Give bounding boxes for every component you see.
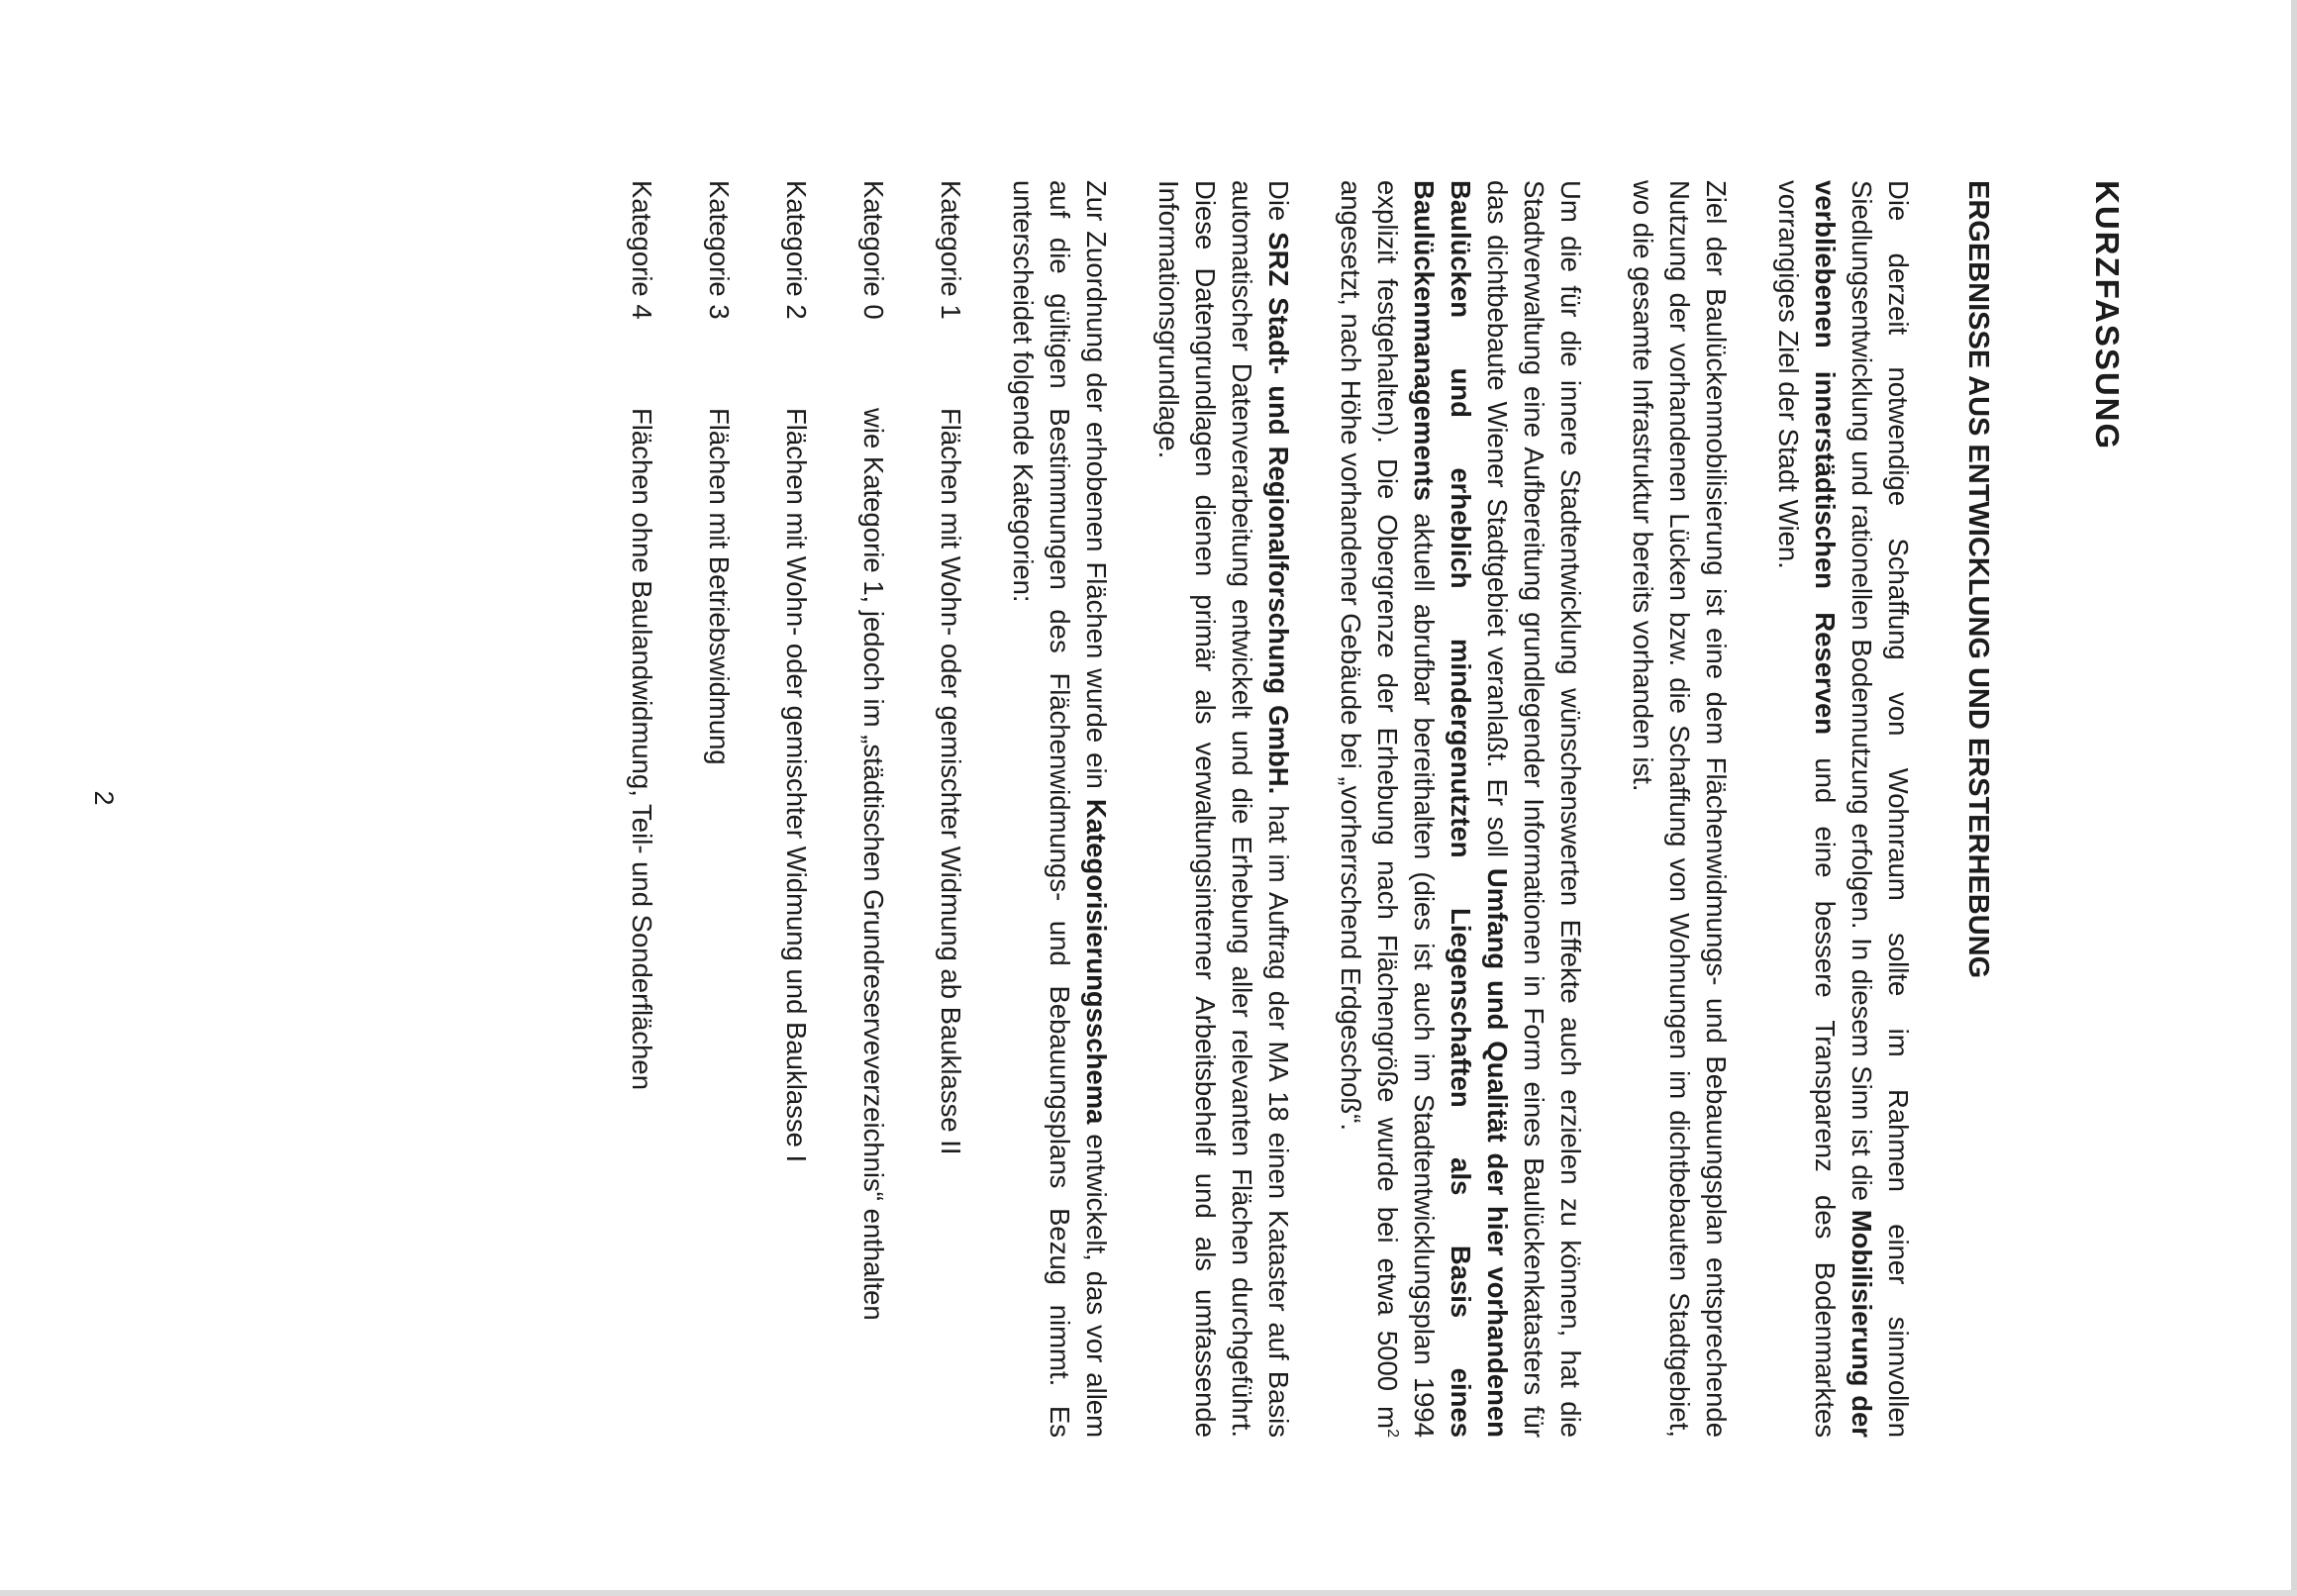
- list-item: [855, 180, 892, 1438]
- category-description: Flächen ohne Baulandwidmung, Teil- und Sonderflächen: [627, 408, 657, 1090]
- paragraph-text: Zur Zuordnung der erhobenen Flächen wurde ein: [1081, 180, 1112, 799]
- category-label: Kategorie 2: [781, 180, 812, 320]
- paragraph-emphasis: Umfang und Qualität der hier vorhandenen Baulücken und erheblich mindergenutzten Liegenschaften als Basis eines Baulückenmanagements: [1409, 180, 1513, 1438]
- paragraph-emphasis: Kategorisierungsschema: [1081, 798, 1112, 1125]
- paragraph-text: Die: [1263, 180, 1294, 233]
- paragraph-emphasis: Mobilisierung der verbliebenen innerstädtischen Reserven: [1810, 180, 1877, 1439]
- category-label: Kategorie 0: [858, 180, 889, 320]
- paragraph-text: angesetzt, nach Höhe vorhandener Gebäude bei „vorherrschend Erdgeschoß“.: [1336, 180, 1366, 1132]
- page-content: [583, 180, 2127, 1438]
- paragraph-text: entwickelt, das vor allem auf die gültigen Bestimmungen des Flächenwidmungs- und Bebauungsplans Bezug nimmt. Es unterscheidet folgende Kategorien:: [1008, 180, 1112, 1439]
- category-description: wie Kategorie 1, jedoch im „städtischen Grundreserveverzeichnis“ enthalten: [858, 408, 889, 1321]
- list-item: [701, 180, 738, 1438]
- paragraph-emphasis: SRZ Stadt- und Regionalforschung GmbH.: [1263, 232, 1294, 795]
- paragraph-text: hat im Auftrag der MA 18 einen Kataster auf Basis automatischer Datenverarbeitung entwickelt und die Erhebung aller relevanten Flächen durchgeführt. Diese Datengrundlagen dienen primär als verwaltungsinterner Arbeitsbehelf und als umfassende Informationsgrundlage.: [1153, 180, 1294, 1438]
- category-label: Kategorie 4: [627, 180, 657, 320]
- list-item: [933, 180, 969, 1438]
- paragraph-text: aktuell abrufbar bereithalten (dies ist auch im Stadtentwicklungsplan 1994 explizit festgehalten). Die Obergrenze der Erhebung nach Flächengröße wurde bei etwa 5000 m: [1372, 180, 1440, 1438]
- category-label: Kategorie 1: [936, 180, 966, 320]
- category-description: Flächen mit Wohn- oder gemischter Widmung ab Bauklasse II: [936, 408, 966, 1155]
- superscript: 2: [1384, 1429, 1402, 1438]
- paragraph-schema: [1005, 180, 1115, 1438]
- paragraph-srz: [1150, 180, 1297, 1438]
- paragraph-cadastre: [1333, 180, 1589, 1438]
- paragraph-text: Um die für die innere Stadtentwicklung wünschenswerten Effekte auch erzielen zu können, hat die Stadtverwaltung eine Aufbereitung grundlegender Informationen in Form eines Baulückenkatasters für das dichtbebaute Wiener Stadtgebiet veranlaßt. Er soll: [1482, 180, 1586, 1438]
- category-description: Flächen mit Betriebswidmung: [704, 408, 735, 765]
- paragraph-text: Ziel der Baulückenmobilisierung ist eine dem Flächenwidmungs- und Bebauungsplan entsprechende Nutzung der vorhandenen Lücken bzw. die Schaffung von Wohnungen im dichtbebauten Stadtgebiet, wo die gesamte Infrastruktur bereits vorhanden ist.: [1628, 180, 1732, 1438]
- page-number: 2: [89, 790, 119, 806]
- paragraph-reserves: [1770, 180, 1917, 1438]
- section-heading: ERGEBNISSE AUS ENTWICKLUNG UND ERSTERHEBUNG: [1962, 180, 1994, 979]
- category-list: [624, 180, 969, 1438]
- paragraph-text: und eine bessere Transparenz des Bodenmarktes vorrangiges Ziel der Stadt Wien.: [1773, 180, 1841, 1438]
- list-item: [624, 180, 660, 1438]
- category-description: Flächen mit Wohn- oder gemischter Widmung und Bauklasse I: [781, 408, 812, 1163]
- document-title: KURZFASSUNG: [2089, 180, 2126, 451]
- category-label: Kategorie 3: [704, 180, 735, 320]
- paragraph-goal: [1625, 180, 1735, 1438]
- list-item: [778, 180, 815, 1438]
- paragraph-text: Die derzeit notwendige Schaffung von Wohnraum sollte im Rahmen einer sinnvollen Siedlungsentwicklung und rationellen Bodennutzung erfolgen. In diesem Sinn ist die: [1847, 180, 1914, 1438]
